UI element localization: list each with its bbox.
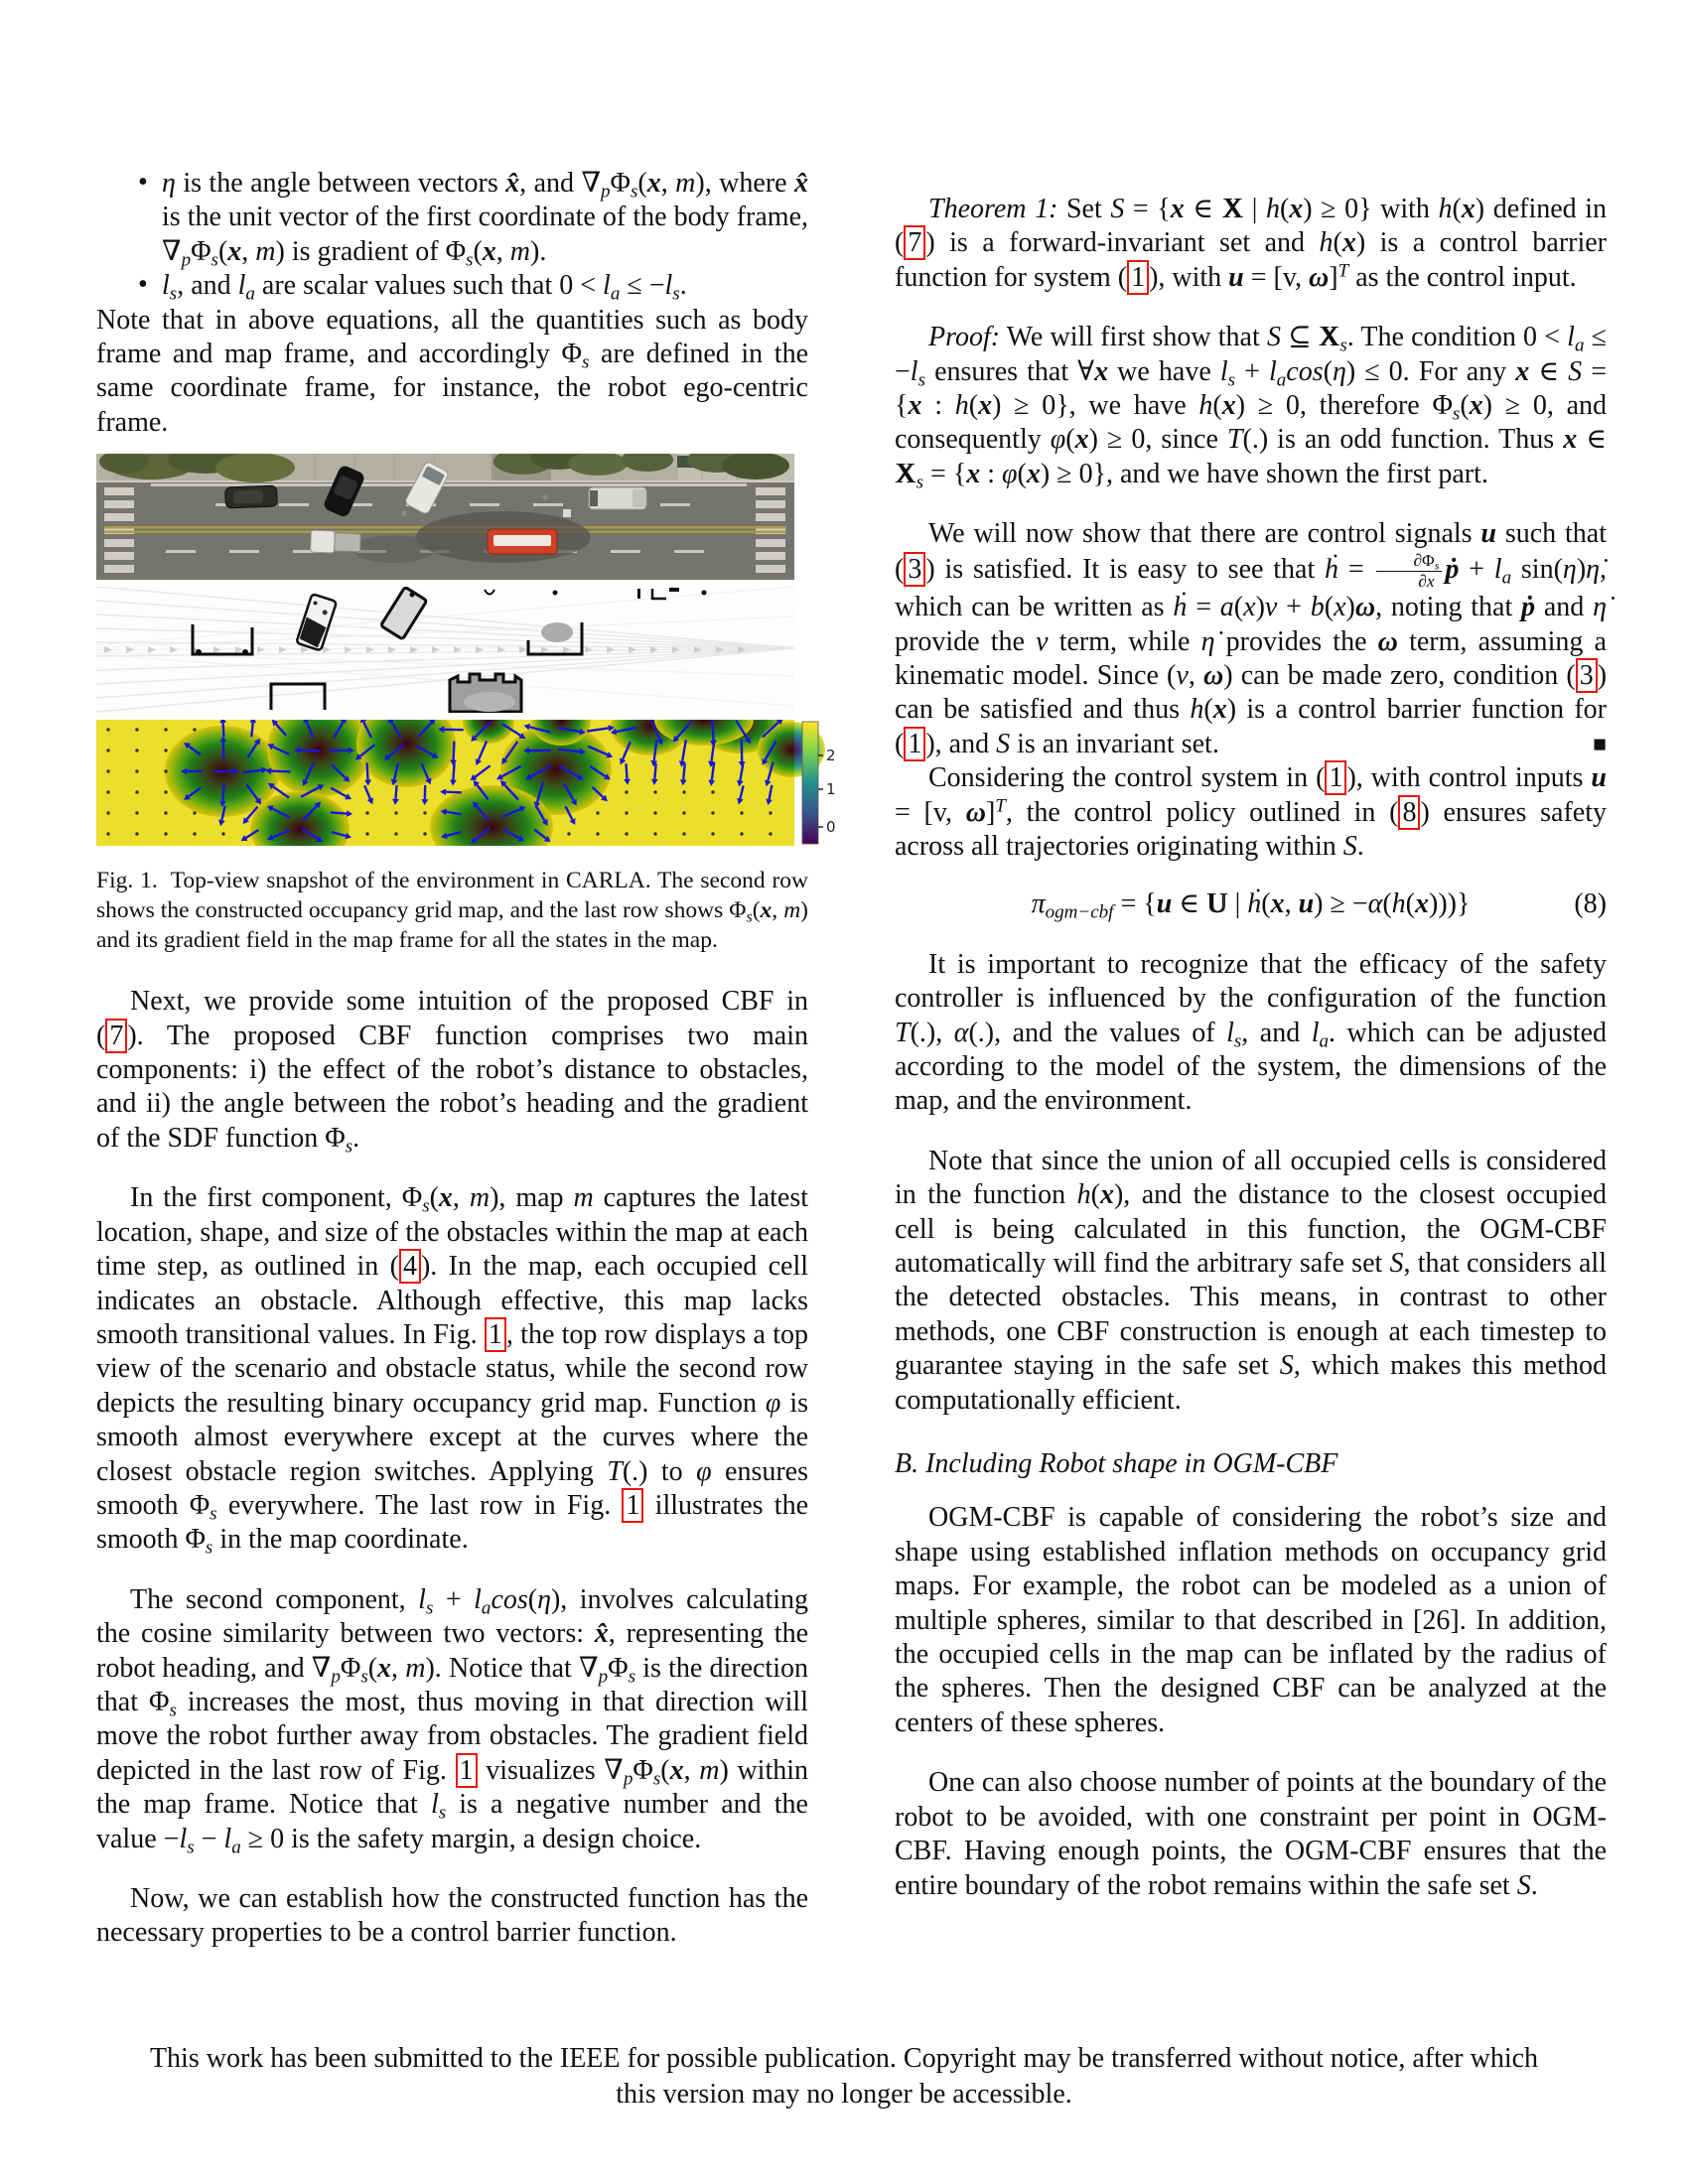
vehicle-dark-suv xyxy=(225,485,278,508)
vehicle-red-bus xyxy=(488,529,557,554)
vehicle-white-truck xyxy=(589,487,646,509)
carla-topview-image xyxy=(96,454,794,580)
reference-link[interactable]: 7 xyxy=(105,1019,127,1053)
two-column-layout xyxy=(96,167,1607,1951)
reference-link[interactable]: 3 xyxy=(904,552,925,587)
reference-link[interactable]: 1 xyxy=(622,1488,643,1523)
bullet-item: • $l_s$, and $l_a$ are scalar values such that $0 < l_a \le -l_s$. xyxy=(138,269,687,305)
left-column-bottom-blocks xyxy=(96,985,808,1951)
reference-link[interactable]: 1 xyxy=(485,1317,506,1352)
vehicle-tow-truck xyxy=(311,530,361,554)
paragraph: We will now show that there are control signals u such that ( 3 ) is satisfied. It is easy to see that ḣ = $\frac{\partial\Phi_s}{\partial x}$ ṗ + $l_a$ sin(η)η̇, which can be written as ḣ = a(x)v + b(x)ω, noting that ṗ and η̇ provide the v term, while η̇ provides the ω term, assuming a kinematic model. Since (v, ω) can be made zero, condition ( 3 ) can be satisfied and thus h(x) is a control barrier function for ( 1 ), and S is an invariant set. ■ xyxy=(895,518,1608,759)
section-heading: B. Including Robot shape in OGM-CBF xyxy=(895,1448,1338,1480)
paragraph: One can also choose number of points at the boundary of the robot to be avoided, with one constraint per point in OGM-CBF. Having enough points, the OGM-CBF ensures that the entire boundary of the robot remains within the safe set S. xyxy=(895,1767,1607,1901)
reference-link[interactable]: 1 xyxy=(1127,260,1149,295)
sdf-gradient-image xyxy=(96,720,836,846)
equation xyxy=(895,887,1607,921)
page-footer xyxy=(89,2041,1599,2113)
fraction: $\frac{\partial\Phi_s}{\partial x}$ xyxy=(1376,552,1442,591)
figure-1 xyxy=(96,454,836,955)
paragraph: Considering the control system in ( 1 ), with control inputs u = [v, ω]$^T$, the control policy outlined in ( 8 ) ensures safety across all trajectories originating within S. xyxy=(895,762,1608,862)
reference-link[interactable]: 1 xyxy=(456,1753,478,1788)
paragraph: Now, we can establish how the constructed function has the necessary properties to be a control barrier function. xyxy=(96,1883,808,1949)
equation-number: (8) xyxy=(1574,888,1607,920)
bullet-marker-icon: • xyxy=(138,269,148,301)
right-column xyxy=(895,167,1607,1951)
reference-link[interactable]: 4 xyxy=(399,1249,421,1284)
colorbar-tick-label: 1 xyxy=(826,780,836,799)
equation-body: $\pi_{ogm-cbf} = \{u$ ∈ U | ḣ(x, u) ≥ −α(h(x)))} xyxy=(1031,888,1471,923)
bullet-list xyxy=(96,167,808,304)
paragraph: Next, we provide some intuition of the proposed CBF in ( 7 ). The proposed CBF function comprises two main components: i) the effect of the robot’s distance to obstacles, and ii) the angle between the robot’s heading and the gradient of the SDF function $\Phi_s$. xyxy=(96,986,808,1158)
figure-caption: Fig. 1. Top-view snapshot of the environment in CARLA. The second row shows the constructed occupancy grid map, and the last row shows $\Phi_s(x$, m) and its gradient field in the map frame for all the states in the map. xyxy=(96,868,808,954)
colorbar-tick-label: 0 xyxy=(826,818,836,837)
reference-link[interactable]: 3 xyxy=(1576,658,1598,693)
paragraph: In the first component, $\Phi_s(x$, m), map m captures the latest location, shape, and size of the obstacles within the map at each time step, as outlined in ( 4 ). In the map, each occupied cell indicates an obstacle. Although effective, this map lacks smooth transitional values. In Fig. 1 , the top row displays a top view of the scenario and obstacle status, while the second row depicts the resulting binary occupancy grid map. Function φ is smooth almost everywhere except at the curves where the closest obstacle region switches. Applying T(.) to φ ensures smooth $\Phi_s$ everywhere. The last row in Fig. 1 illustrates the smooth $\Phi_s$ in the map coordinate. xyxy=(96,1182,809,1559)
figure-row-occupancy-grid xyxy=(96,587,808,713)
colorbar-tick-label: 2 xyxy=(826,747,836,765)
paragraph: Note that since the union of all occupied cells is considered in the function h(x), and the distance to the closest occupied cell is being calculated in this function, the OGM-CBF automatically will find the arbitrary safe set S, that considers all the detected obstacles. This means, in contrast to other methods, one CBF construction is enough at each timestep to guarantee staying in the safe set S, which makes this method computationally efficient. xyxy=(895,1145,1608,1416)
figure-row-sdf-gradient xyxy=(96,720,836,846)
reference-link[interactable]: 1 xyxy=(904,727,925,761)
bullet-marker-icon: • xyxy=(138,167,148,198)
left-column xyxy=(96,167,836,1951)
paragraph: The second component, $l_s + l_a\cos(\eta)$, involves calculating the cosine similarity between two vectors: x̂, representing the robot heading, and $\nabla_p\Phi_s(x$, m). Notice that $\nabla_p\Phi_s$ is the direction that $\Phi_s$ increases the most, thus moving in that direction will move the robot further away from obstacles. The gradient field depicted in the last row of Fig. 1 visualizes $\nabla_p\Phi_s(x$, m) within the map frame. Notice that $l_s$ is a negative number and the value $-l_s - l_a \ge 0$ is the safety margin, a design choice. xyxy=(96,1583,809,1857)
left-column-top-blocks xyxy=(96,167,808,440)
paragraph: It is important to recognize that the efficacy of the safety controller is influenced by the configuration of the function T(.), α(.), and the values of $l_s$, and $l_a$. which can be adjusted according to the model of the system, the dimensions of the map, and the environment. xyxy=(895,948,1608,1117)
paragraph: Proof: We will first show that S ⊆ $X_s$. The condition $0 < l_a \le -l_s$ ensures that ∀x we have $l_s + l_a\cos(\eta) \le 0$. For any x ∈ S = {x : h(x) ≥ 0}, we have h(x) ≥ 0, therefore $\Phi_s(x) \ge 0$, and consequently φ(x) ≥ 0, since T(.) is an odd function. Thus x ∈ $X_s = \{x$ : φ(x) ≥ 0}, and we have shown the first part. xyxy=(895,322,1608,493)
paragraph: OGM-CBF is capable of considering the robot’s size and shape using established inflation methods on occupancy grid maps. For example, the robot can be modeled as a union of multiple spheres, similar to that described in [26]. In addition, the occupied cells in the map can be inflated by the radius of the spheres. Then the designed CBF can be analyzed at the centers of these spheres. xyxy=(895,1502,1607,1738)
figure-row-carla-topview xyxy=(96,454,808,580)
reference-link[interactable]: 8 xyxy=(1398,795,1420,830)
paragraph: Theorem 1: Set S = {x ∈ X | h(x) ≥ 0} with h(x) defined in ( 7 ) is a forward-invariant set and h(x) is a control barrier function for system ( 1 ), with u = [v, ω]$^T$ as the control input. xyxy=(895,194,1607,293)
paragraph: Note that in above equations, all the quantities such as body frame and map frame, and accordingly $\Phi_s$ are defined in the same coordinate frame, for instance, the robot ego-centric frame. xyxy=(96,304,808,438)
reference-link[interactable]: 7 xyxy=(904,225,925,260)
footer-line: This work has been submitted to the IEEE for possible publication. Copyright may be transferred without notice, after which xyxy=(149,2043,1539,2074)
occupancy-grid-image xyxy=(96,587,794,713)
footer-line: this version may no longer be accessible. xyxy=(616,2079,1072,2110)
bullet-item: • η is the angle between vectors x̂, and $\nabla_p\Phi_s(x$, m), where x̂ is the unit vector of the first coordinate of the body frame, $\nabla_p\Phi_s(x$, m) is gradient of $\Phi_s(x$, m). xyxy=(138,167,809,271)
reference-link[interactable]: 1 xyxy=(1325,760,1346,795)
